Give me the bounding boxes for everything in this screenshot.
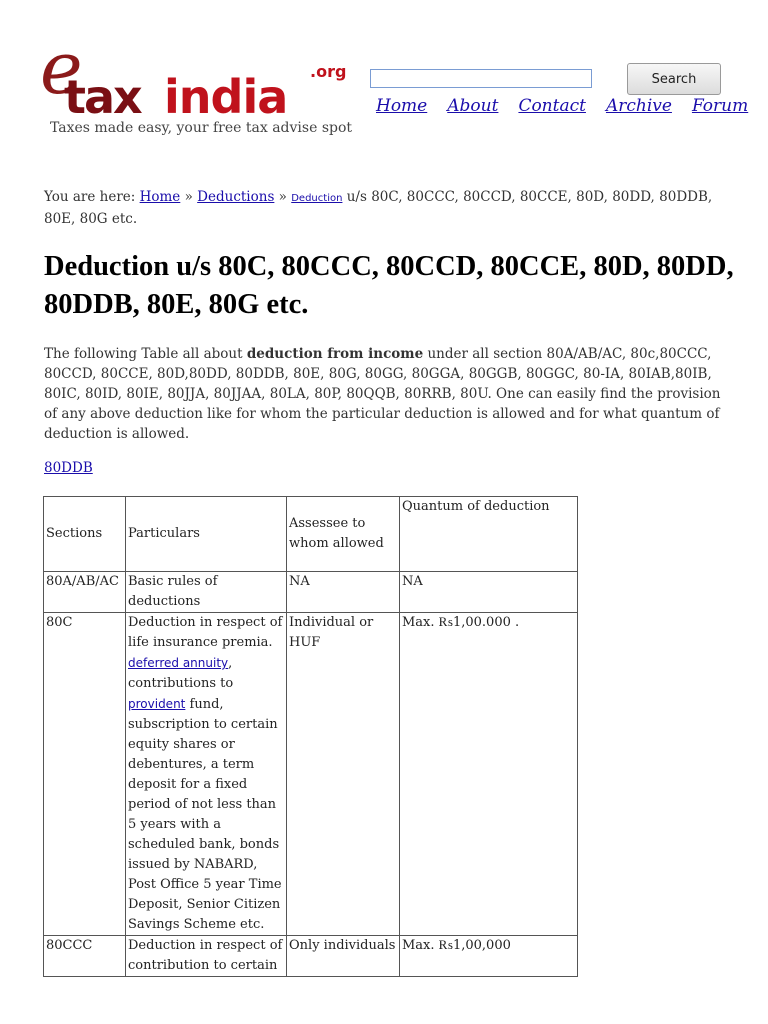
header-cell-particulars: Particulars xyxy=(126,497,287,572)
header-cell-sections: Sections xyxy=(44,497,126,572)
nav-contact-link[interactable]: Contact xyxy=(518,96,586,116)
intro-paragraph xyxy=(44,344,724,444)
intro-bold-text: deduction from income xyxy=(246,346,424,362)
nav-home-link[interactable]: Home xyxy=(376,96,428,116)
breadcrumb-separator: » xyxy=(184,189,193,205)
table-header-row xyxy=(44,497,578,572)
nav-about-link[interactable]: About xyxy=(447,96,499,116)
table-row xyxy=(44,613,578,936)
cell-quantum: Max. ₨1,00.000 . xyxy=(400,613,578,936)
breadcrumb-prefix: You are here: xyxy=(44,189,136,205)
anchor-80ddb-link[interactable]: 80DDB xyxy=(44,460,93,476)
cell-assessee: Individual or HUF xyxy=(287,613,400,936)
intro-text-after: under all section 80A/AB/AC, 80c,80CCC, 80CCD, 80CCE, 80D,80DD, 80DDB, 80E, 80G, 80GG, 80GGA, 80GGB, 80GGC, 80-IA, 80IAB,80IB, 80IC, 80ID, 80IE, 80JJA, 80JJAA, 80LA, 80P, 80QQB, 80RRB, 80U. One can easily find the provision of any above deduction like for whom the particular deduction is allowed and for what quantum of deduction is allowed. xyxy=(44,346,721,442)
cell-section: 80C xyxy=(44,613,126,936)
header-cell-quantum: Quantum of deduction xyxy=(400,497,578,572)
logo-tagline: Taxes made easy, your free tax advise spot xyxy=(50,120,353,136)
cell-particulars: Basic rules of deductions xyxy=(126,572,287,613)
page-title: Deduction u/s 80C, 80CCC, 80CCD, 80CCE, 80D, 80DD, 80DDB, 80E, 80G etc. xyxy=(44,251,734,320)
cell-section: 80A/AB/AC xyxy=(44,572,126,613)
search-button[interactable]: Search xyxy=(627,63,721,95)
search-input[interactable] xyxy=(370,69,592,88)
logo-tax: tax xyxy=(64,70,141,124)
nav-archive-link[interactable]: Archive xyxy=(605,96,672,116)
breadcrumb-deduction-link[interactable]: Deduction xyxy=(291,193,343,204)
cell-particulars: Deduction in respect of contribution to certain xyxy=(126,936,287,977)
particulars-text: Deduction in respect of life insurance premia. xyxy=(128,615,283,650)
particulars-text: fund, subscription to certain equity shares or debentures, a term deposit for a fixed period of not less than 5 years with a scheduled bank, bonds issued by NABARD, Post Office 5 year Time Deposit, Senior Citizen Savings Scheme etc. xyxy=(128,697,282,932)
table-row xyxy=(44,572,578,613)
nav-forum-link[interactable]: Forum xyxy=(691,96,749,116)
cell-assessee: Only individuals xyxy=(287,936,400,977)
particulars-text: , contributions to xyxy=(128,656,234,691)
cell-particulars xyxy=(126,613,287,936)
breadcrumb-home-link[interactable]: Home xyxy=(139,189,181,205)
logo-india: india xyxy=(164,70,288,124)
cell-section: 80CCC xyxy=(44,936,126,977)
main-nav xyxy=(376,96,768,116)
cell-assessee: NA xyxy=(287,572,400,613)
logo-org: .org xyxy=(310,62,347,81)
header-cell-assessee: Assessee to whom allowed xyxy=(287,497,400,572)
intro-text-before: The following Table all about xyxy=(44,346,243,362)
deductions-table xyxy=(43,496,578,977)
cell-quantum: Max. ₨1,00,000 xyxy=(400,936,578,977)
breadcrumb-deductions-link[interactable]: Deductions xyxy=(197,189,275,205)
breadcrumb-separator: » xyxy=(278,189,287,205)
deferred-annuity-link[interactable]: deferred annuity xyxy=(128,656,229,670)
cell-quantum: NA xyxy=(400,572,578,613)
breadcrumb xyxy=(44,187,734,229)
provident-link[interactable]: provident xyxy=(128,697,186,711)
site-logo[interactable] xyxy=(40,26,355,142)
breadcrumb-current: u/s 80C, 80CCC, 80CCD, 80CCE, 80D, 80DD, 80DDB, 80E, 80G etc. xyxy=(44,189,713,227)
table-row xyxy=(44,936,578,977)
logo-e: e xyxy=(40,26,83,110)
